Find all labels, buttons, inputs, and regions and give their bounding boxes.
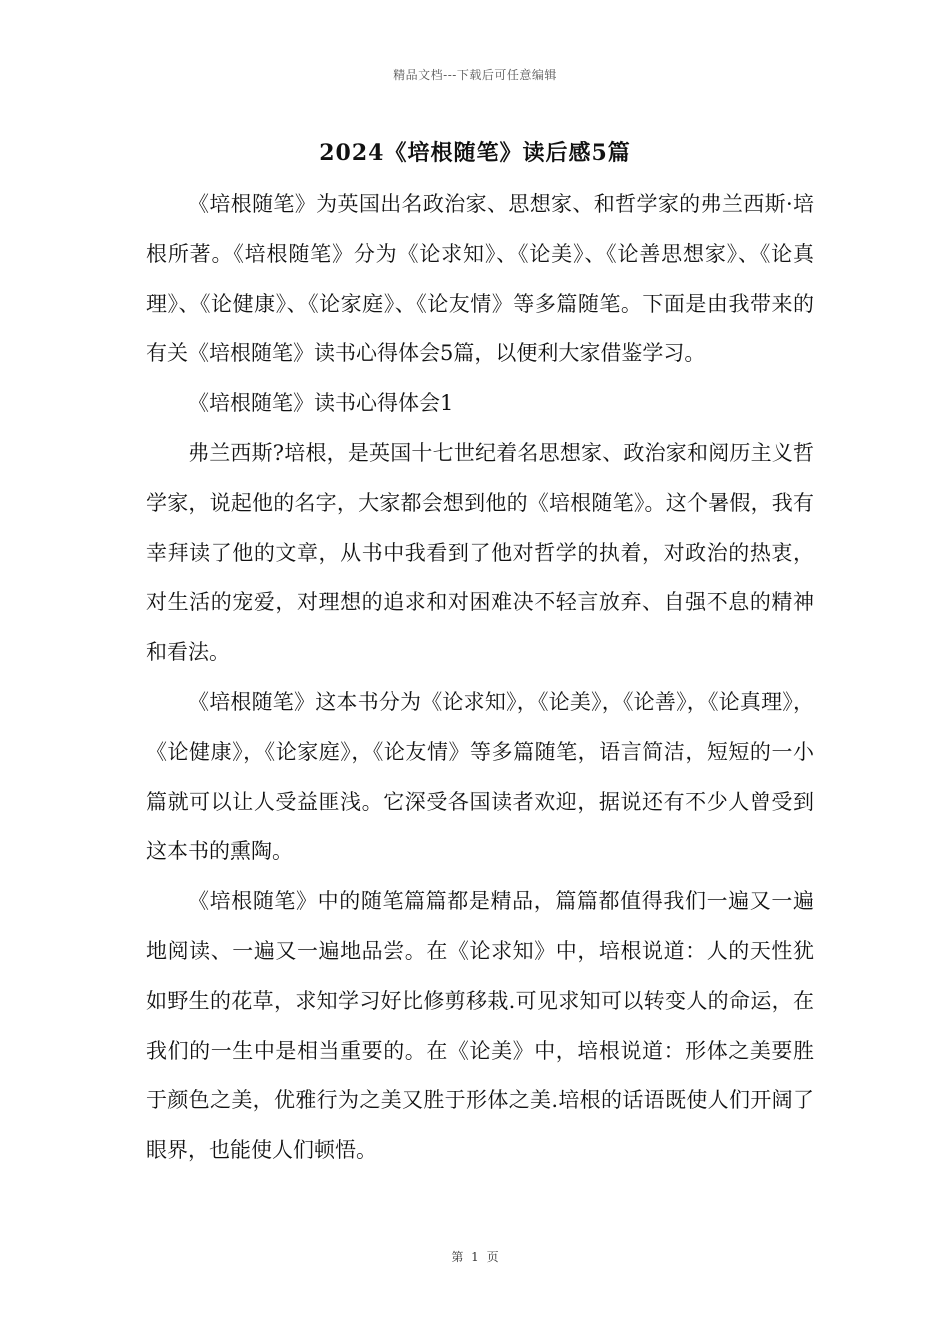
page-number: 第 1 页: [451, 1250, 499, 1264]
paragraph: 《培根随笔》这本书分为《论求知》，《论美》，《论善》，《论真理》，《论健康》，《论家庭》，《论友情》等多篇随笔，语言简洁，短短的一小篇就可以让人受益匪浅。它深受各国读者欢迎，据说还有不少人曾受到这本书的熏陶。: [146, 689, 814, 864]
page-header: 精品文档---下载后可任意编辑: [393, 68, 557, 82]
paragraph: 《培根随笔》中的随笔篇篇都是精品，篇篇都值得我们一遍又一遍地阅读、一遍又一遍地品尝。在《论求知》中，培根说道：人的天性犹如野生的花草，求知学习好比修剪移栽.可见求知可以转变人的命运，在我们的一生中是相当重要的。在《论美》中，培根说道：形体之美要胜于颜色之美，优雅行为之美又胜于形体之美.培根的话语既使人们开阔了眼界，也能使人们顿悟。: [146, 889, 814, 1163]
paragraph: 弗兰西斯?培根，是英国十七世纪着名思想家、政治家和阅历主义哲学家，说起他的名字，大家都会想到他的《培根随笔》。这个暑假，我有幸拜读了他的文章，从书中我看到了他对哲学的执着，对政治的热衷，对生活的宠爱，对理想的追求和对困难决不轻言放弃、自强不息的精神和看法。: [146, 440, 814, 665]
document-body: [146, 180, 814, 1176]
document-title: 2024《培根随笔》读后感5篇: [319, 140, 631, 166]
section-heading: 《培根随笔》读书心得体会1: [188, 391, 454, 416]
paragraph-intro: 《培根随笔》为英国出名政治家、思想家、和哲学家的弗兰西斯·培根所著。《培根随笔》分为《论求知》、《论美》、《论善思想家》、《论真理》、《论健康》、《论家庭》、《论友情》等多篇随笔。下面是由我带来的有关《培根随笔》读书心得体会5篇，以便利大家借鉴学习。: [146, 192, 814, 366]
